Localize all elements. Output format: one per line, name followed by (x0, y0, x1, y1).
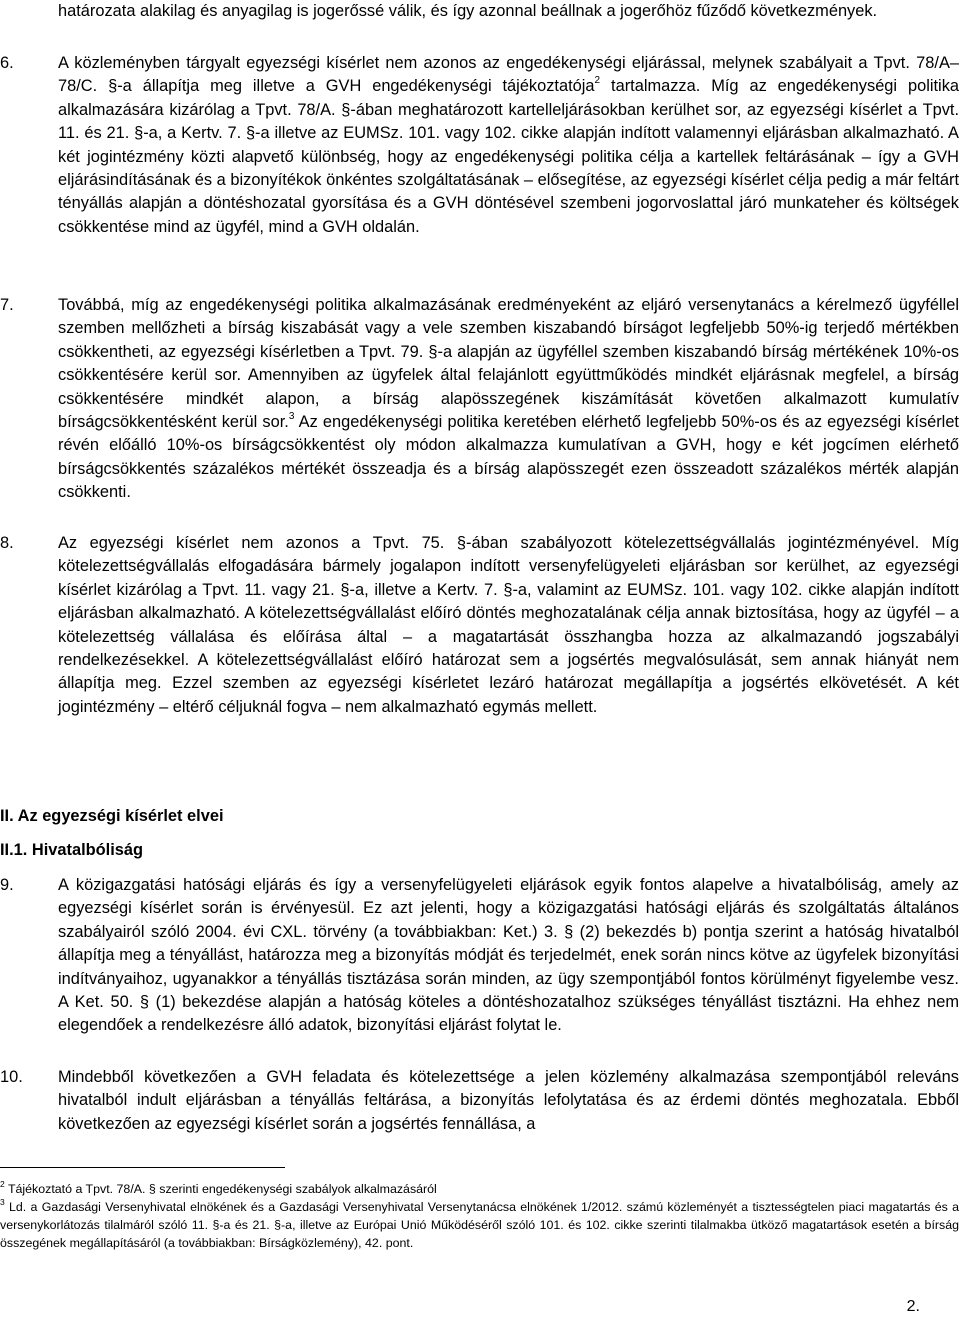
footnote-text: Ld. a Gazdasági Versenyhivatal elnökének és a Gazdasági Versenyhivatal Versenytanácsa elnökének 1/2012. számú közleményét a tisztességtelen piaci magatartás és a versenykorlátozás tilalmáról szóló 11. §-a és 21. §-a, illetve az Európai Unió Működéséről szóló 101. és 102. cikke szerinti tilalmakba ütköző magatartások esetén a bírság összegének megállapításáról (a továbbiakban: Bírságközlemény), 42. pont. (0, 1200, 959, 1250)
paragraph-number: 10. (0, 1068, 23, 1086)
paragraph-9 (58, 874, 959, 1038)
paragraph-number: 6. (0, 54, 14, 72)
paragraph-text: Az engedékenységi politika keretében elérhető legfeljebb 50%-os és az egyezségi kísérlet révén előálló 10%-os bírságcsökkentést oly módon alkalmazza kumulatívan a GVH, hogy e két jogcímen elérhető bírságcsökkentés százalékos mértékét összeadja és a bírság alapösszegét ezen összeadott százalékos mérték alapján csökkenti. (58, 413, 959, 502)
paragraph-number: 7. (0, 296, 14, 314)
paragraph-text: tartalmazza. Míg az engedékenységi politika alkalmazására kizárólag a Tpvt. 78/A. §-ában meghatározott kartelleljárásokban kerülhet sor, az egyezségi kísérlet a Tpvt. 11. és 21. §-a, a Kertv. 7. §-a illetve az EUMSz. 101. vagy 102. cikke alapján indított valamennyi eljárásban alkalmazható. A két jogintézmény közti alapvető különbség, hogy az engedékenységi politika célja a kartellek feltárásának – így a GVH eljárásindításának és a bizonyítékok önkéntes szolgáltatásának – elősegítése, az egyezségi kísérlet célja pedig a már feltárt tényállás alapján a döntéshozatal gyorsítása és a GVH döntésével szembeni jogorvoslattal járó munkateher és költségek csökkentése mind az ügyfél, mind a GVH oldalán. (58, 77, 960, 236)
paragraph-text: Mindebből következően a GVH feladata és kötelezettsége a jelen közlemény alkalmazása szempontjából releváns hivatalból indult eljárásban a tényállás feltárása, a bizonyítás lefolytatása és az érdemi döntés meghozatala. Ebből következően az egyezségi kísérlet során a jogsértés fennállása, a (58, 1068, 959, 1133)
paragraph-continuation (58, 0, 959, 23)
footnote-ref[interactable]: 2 (594, 74, 601, 86)
paragraph-text: A közleményben tárgyalt egyezségi kísérlet nem azonos az engedékenységi eljárással, melynek szabályait a Tpvt. 78/A–78/C. §-a állapítja meg illetve a GVH engedékenységi tájékoztatója (58, 54, 959, 96)
footnote-ref[interactable]: 3 (288, 410, 295, 422)
footnote-mark: 2 (0, 1178, 5, 1189)
paragraph-8 (58, 532, 959, 719)
paragraph-6 (58, 52, 959, 239)
section-heading: II. Az egyezségi kísérlet elvei (0, 807, 224, 825)
paragraph-7 (58, 294, 959, 505)
footnote-separator (0, 1167, 285, 1168)
footnote-mark: 3 (0, 1196, 5, 1207)
paragraph-text: A közigazgatási hatósági eljárás és így a versenyfelügyeleti eljárások egyik fontos alapelve a hivatalbóliság, amely az egyezségi kísérlet során is érvényesül. Ez azt jelenti, hogy a közigazgatási hatósági eljárás és szolgáltatás általános szabályairól szóló 2004. évi CXL. törvény (a továbbiakban: Ket.) 3. § (2) bekezdés b) pontja szerint a hatóság hivatalból állapítja meg a tényállást, határozza meg a bizonyítás módját és terjedelmét, enek során nincs kötve az ügyfelek bizonyítási indítványaihoz, ugyanakkor a tényállás tisztázása során minden, az ügy szempontjából fontos körülményt figyelembe vesz. A Ket. 50. § (1) bekezdése alapján a hatóság köteles a döntéshozatalhoz szükséges tényállást tisztázni. Ha ehhez nem elegendőek a rendelkezésre álló adatok, bizonyítási eljárást folytat le. (58, 876, 959, 1035)
footnote (0, 1198, 959, 1252)
paragraph-number: 9. (0, 876, 14, 894)
paragraph-text: Az egyezségi kísérlet nem azonos a Tpvt. 75. §-ában szabályozott kötelezettségvállalás jogintézményével. Míg kötelezettségvállalás elfogadására bármely jogalapon indított versenyfelügyeleti eljárásban sor kerülhet, az egyezségi kísérlet kizárólag a Tpvt. 11. vagy 21. §-a, illetve a Kertv. 7. §-a, valamint az EUMSz. 101. vagy 102. cikke alapján indított eljárásban alkalmazható. A kötelezettségvállalást előíró döntés meghozatalának célja annak biztosítása, hogy az ügyfél – a kötelezettség vállalása és előírása által – a magatartását összhangba hozza az alkalmazandó jogszabályi rendelkezésekkel. A kötelezettségvállalást előíró határozat sem a jogsértés megvalósulását, sem annak hiányát nem állapítja meg. Ezzel szemben az egyezségi kísérletet lezáró határozat megállapítja a jogsértés elkövetését. A két jogintézmény – eltérő céljuknál fogva – nem alkalmazható egymás mellett. (58, 534, 959, 716)
footnote (0, 1180, 959, 1198)
page-number: 2. (906, 1298, 920, 1315)
footnote-text: Tájékoztató a Tpvt. 78/A. § szerinti engedékenységi szabályok alkalmazásáról (4, 1182, 437, 1196)
paragraph-text: határozata alakilag és anyagilag is jogerőssé válik, és így azonnal beállnak a jogerőhöz fűződő következmények. (58, 2, 878, 20)
paragraph-10 (58, 1066, 959, 1136)
paragraph-text: Továbbá, míg az engedékenységi politika alkalmazásának eredményeként az eljáró versenytanács a kérelmező ügyféllel szemben mellőzheti a bírság kiszabását vagy a vele szemben kiszabandó bírságot legfeljebb 50%-ig terjedő mértékben csökkentheti, az egyezségi kísérletben a Tpvt. 79. §-a alapján az ügyféllel szemben kiszabandó bírság mértékének 10%-os csökkentésére kerül sor. Amennyiben az ügyfelek által felajánlott együttműködés mindkét eljárásnak megfelel, a bírság csökkentésére mindkét alapon, a bírság alapösszegének kiszámítását követően alkalmazott kumulatív bírságcsökkentésként kerül sor. (58, 296, 959, 432)
paragraph-number: 8. (0, 534, 14, 552)
subsection-heading: II.1. Hivatalbóliság (0, 841, 144, 859)
